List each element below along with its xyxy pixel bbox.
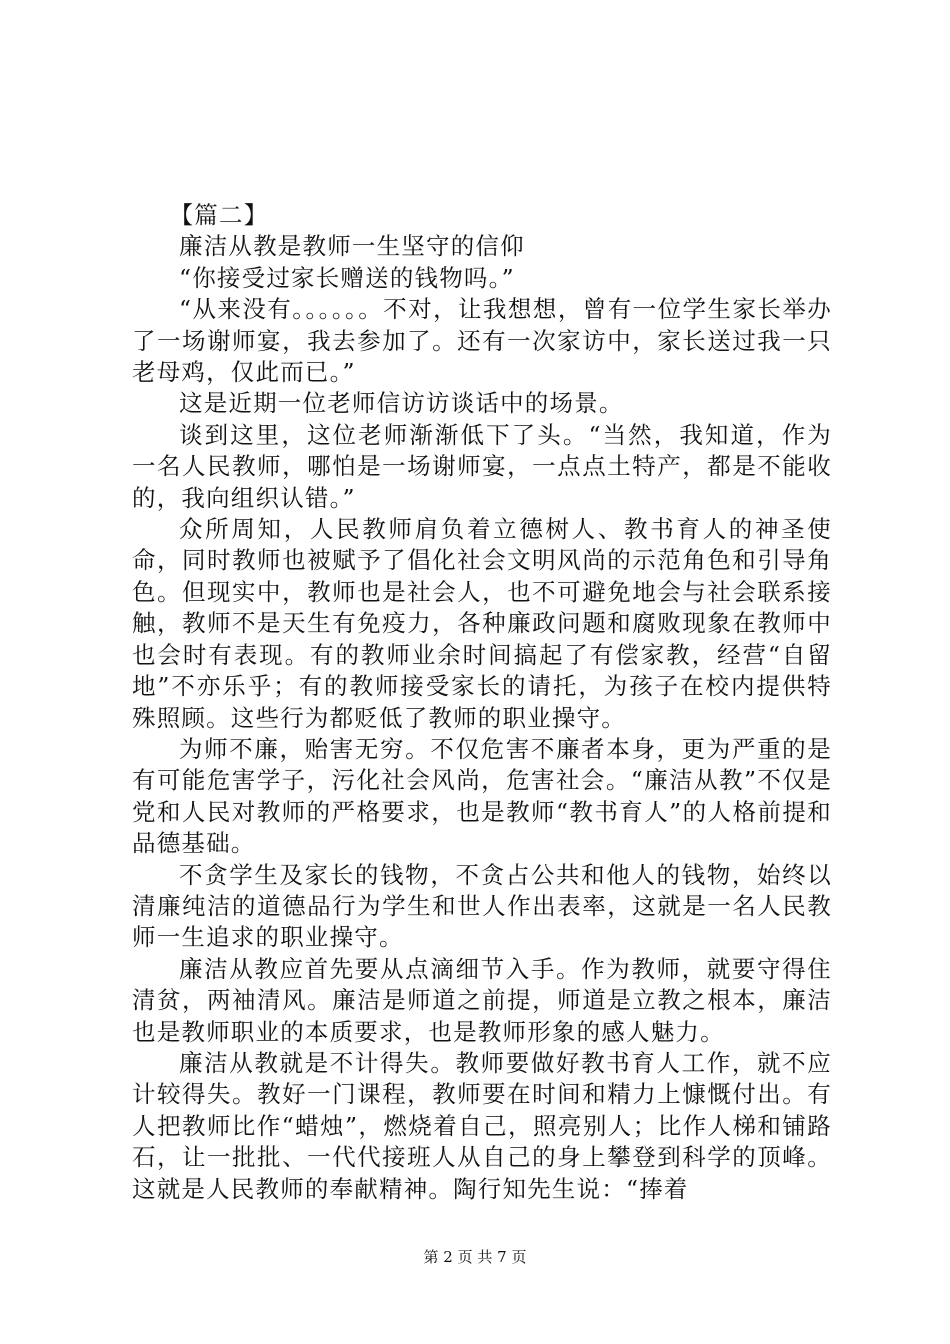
paragraph-2: “从来没有。。。。。。不对，让我想想，曾有一位学生家长举办了一场谢师宴，我去参加了。还有一次家访中，家长送过我一只老母鸡，仅此而已。” [132,295,832,387]
paragraph-6: 为师不廉，贻害无穷。不仅危害不廉者本身，更为严重的是有可能危害学子，污化社会风尚，危害社会。“廉洁从教”不仅是党和人民对教师的严格要求，也是教师“教书育人”的人格前提和品德基础。 [132,734,832,858]
page-footer [0,1247,950,1267]
paragraph-4: 谈到这里，这位老师渐渐低下了头。“当然，我知道，作为一名人民教师，哪怕是一场谢师宴，一点点土特产，都是不能收的，我向组织认错。” [132,420,832,512]
paragraph-5: 众所周知，人民教师肩负着立德树人、教书育人的神圣使命，同时教师也被赋予了倡化社会文明风尚的示范角色和引导角色。但现实中，教师也是社会人，也不可避免地会与社会联系接触，教师不是天生有免疫力，各种廉政问题和腐败现象在教师中也会时有表现。有的教师业余时间搞起了有偿家教，经营“自留地”不亦乐乎；有的教师接受家长的请托，为孩子在校内提供特殊照顾。这些行为都贬低了教师的职业操守。 [132,515,832,732]
document-body [132,200,832,1205]
page-number: 第 2 页 共 7 页 [423,1248,527,1266]
paragraph-8: 廉洁从教应首先要从点滴细节入手。作为教师，就要守得住清贫，两袖清风。廉洁是师道之前提，师道是立教之根本，廉洁也是教师职业的本质要求，也是教师形象的感人魅力。 [132,954,832,1046]
article-title: 廉洁从教是教师一生坚守的信仰 [179,232,525,261]
paragraph-1: “你接受过家长赠送的钱物吗。” [179,263,515,292]
paragraph-3: 这是近期一位老师信访访谈话中的场景。 [179,389,624,418]
section-heading: 【篇二】 [169,201,269,229]
paragraph-7: 不贪学生及家长的钱物，不贪占公共和他人的钱物，始终以清廉纯洁的道德品行为学生和世人作出表率，这就是一名人民教师一生追求的职业操守。 [132,860,832,952]
paragraph-9: 廉洁从教就是不计得失。教师要做好教书育人工作，就不应计较得失。教好一门课程，教师要在时间和精力上慷慨付出。有人把教师比作“蜡烛”，燃烧着自己，照亮别人；比作人梯和铺路石，让一批批、一代代接班人从自己的身上攀登到科学的顶峰。这就是人民教师的奉献精神。陶行知先生说：“捧着 [132,1048,832,1203]
